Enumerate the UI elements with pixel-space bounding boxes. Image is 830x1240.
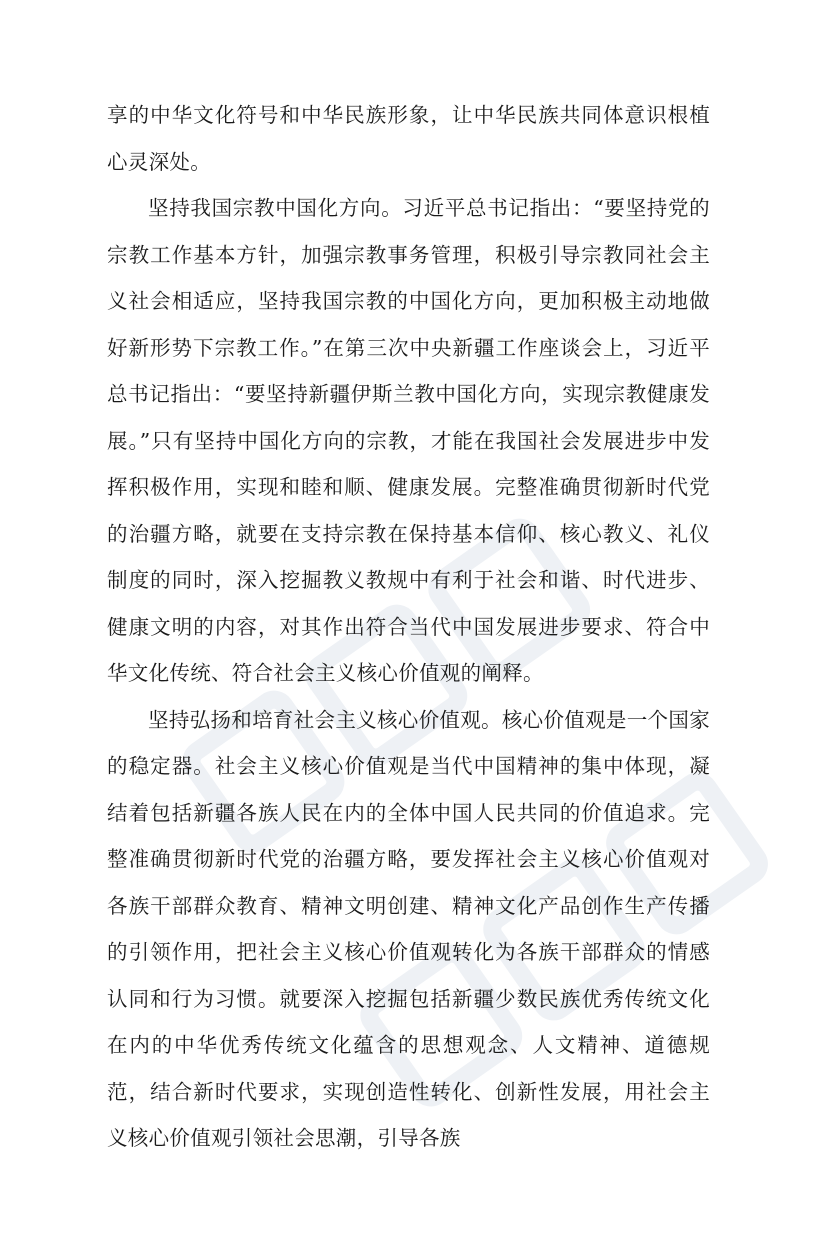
paragraph-religion-sinicization: 坚持我国宗教中国化方向。习近平总书记指出：“要坚持党的宗教工作基本方针，加强宗教事务管理，积极引导宗教同社会主义社会相适应，坚持我国宗教的中国化方向，更加积极主动地做好新形势下宗教工作。”在第三次中央新疆工作座谈会上，习近平总书记指出：“要坚持新疆伊斯兰教中国化方向，实现宗教健康发展。”只有坚持中国化方向的宗教，才能在我国社会发展进步中发挥积极作用，实现和睦和顺、健康发展。完整准确贯彻新时代党的治疆方略，就要在支持宗教在保持基本信仰、核心教义、礼仪制度的同时，深入挖掘教义教规中有利于社会和谐、时代进步、健康文明的内容，对其作出符合当代中国发展进步要求、符合中华文化传统、符合社会主义核心价值观的阐释。 [107,196,710,685]
paragraph-continuation: 享的中华文化符号和中华民族形象，让中华民族共同体意识根植心灵深处。 [107,103,710,174]
document-body [107,92,710,1162]
paragraph-core-values: 坚持弘扬和培育社会主义核心价值观。核心价值观是一个国家的稳定器。社会主义核心价值观是当代中国精神的集中体现，凝结着包括新疆各族人民在内的全体中国人民共同的价值追求。完整准确贯彻新时代党的治疆方略，要发挥社会主义核心价值观对各族干部群众教育、精神文明创建、精神文化产品创作生产传播的引领作用，把社会主义核心价值观转化为各族干部群众的情感认同和行为习惯。就要深入挖掘包括新疆少数民族优秀传统文化在内的中华优秀传统文化蕴含的思想观念、人文精神、道德规范，结合新时代要求，实现创造性转化、创新性发展，用社会主义核心价值观引领社会思潮，引导各族 [107,707,710,1150]
